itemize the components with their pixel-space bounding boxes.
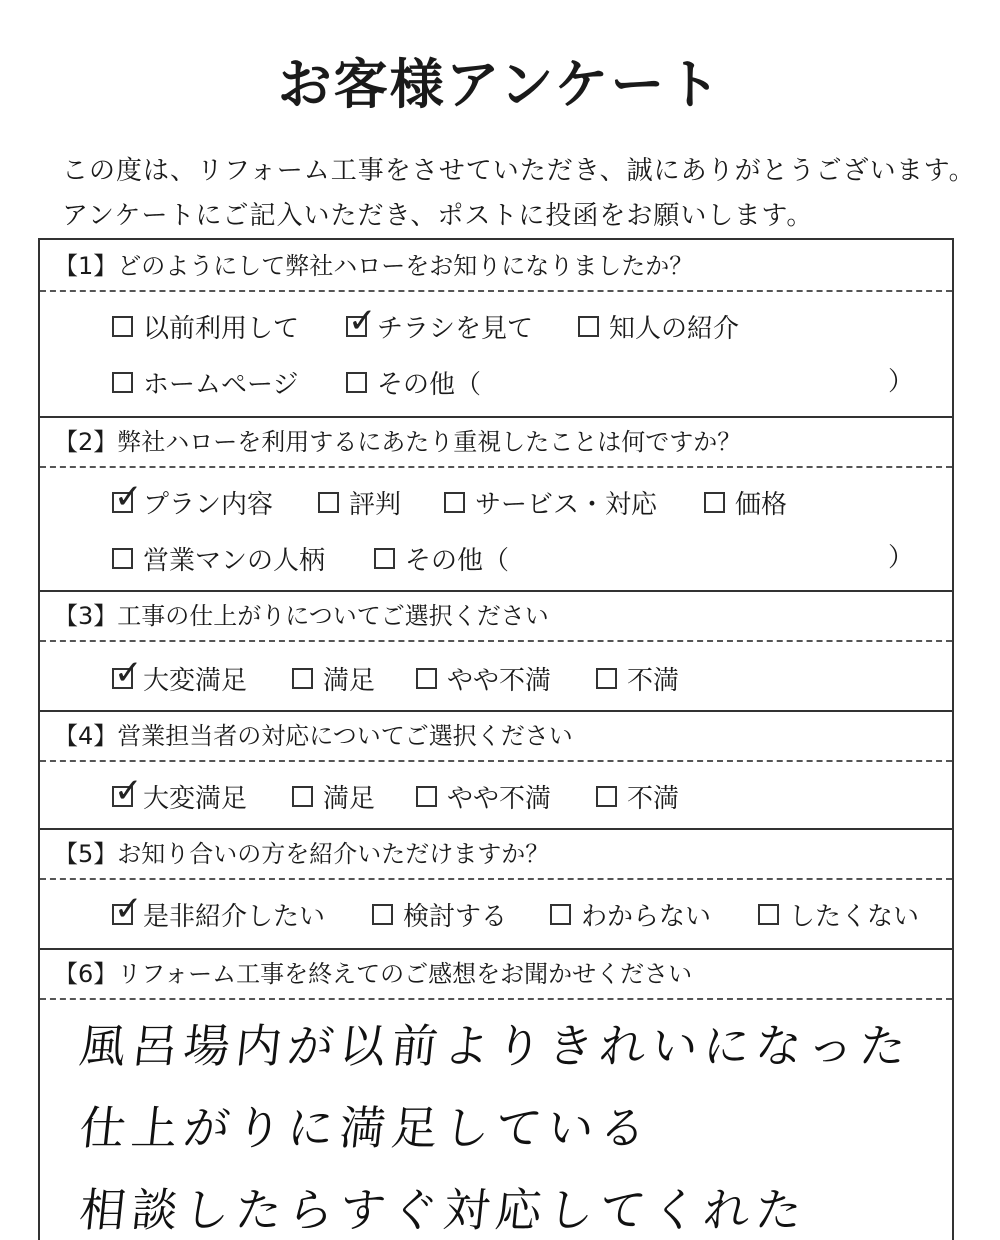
option-salesperson-personality[interactable] xyxy=(112,538,325,578)
option-label: したくない xyxy=(789,901,920,932)
option-plan-content[interactable] xyxy=(112,476,274,522)
checkbox[interactable] xyxy=(112,372,133,393)
option-homepage[interactable] xyxy=(112,362,298,402)
checkbox[interactable] xyxy=(374,548,395,569)
option-label: 不満 xyxy=(627,783,680,814)
option-other[interactable] xyxy=(346,362,481,402)
option-label: 大変満足 xyxy=(143,783,248,814)
check-mark-icon: ✓ xyxy=(114,888,143,929)
option-label: 大変満足 xyxy=(143,665,248,696)
checkbox[interactable] xyxy=(112,476,143,517)
option-label: 検討する xyxy=(403,901,508,932)
checkbox[interactable] xyxy=(416,668,437,689)
option-dissatisfied[interactable] xyxy=(596,658,679,698)
other-close-paren: ） xyxy=(888,367,915,397)
checkbox[interactable] xyxy=(318,492,339,513)
check-mark-icon: ✓ xyxy=(348,300,377,341)
question-4 xyxy=(40,710,952,830)
option-other[interactable] xyxy=(374,538,509,578)
option-somewhat-dissatisfied[interactable] xyxy=(416,776,551,816)
checkbox[interactable] xyxy=(112,548,133,569)
option-label: ホームページ xyxy=(143,369,299,400)
option-label: その他（ xyxy=(405,545,510,576)
option-label: 是非紹介したい xyxy=(143,901,326,932)
option-label: 不満 xyxy=(627,665,680,696)
survey-form xyxy=(38,238,954,1240)
question-6 xyxy=(40,948,952,1240)
question-5 xyxy=(40,828,952,950)
option-very-satisfied[interactable] xyxy=(112,770,248,816)
option-label: 満足 xyxy=(323,665,376,696)
option-label: その他（ xyxy=(377,369,482,400)
check-mark-icon: ✓ xyxy=(114,652,143,693)
option-acquaintance-referral[interactable] xyxy=(578,306,739,346)
question-4-label: 【4】営業担当者の対応についてご選択ください xyxy=(40,710,952,762)
option-service[interactable] xyxy=(444,482,657,522)
question-5-label: 【5】お知り合いの方を紹介いただけますか？ xyxy=(40,828,952,880)
option-previous-use[interactable] xyxy=(112,306,299,346)
comment-line-2: 仕上がりに満足している xyxy=(76,1101,655,1155)
checkbox[interactable] xyxy=(346,300,377,341)
option-label: わからない xyxy=(581,901,712,932)
option-label: 評判 xyxy=(349,489,402,520)
option-consider[interactable] xyxy=(372,894,507,934)
option-label: やや不満 xyxy=(447,783,552,814)
checkbox[interactable] xyxy=(578,316,599,337)
option-satisfied[interactable] xyxy=(292,658,375,698)
checkbox[interactable] xyxy=(346,372,367,393)
option-label: プラン内容 xyxy=(143,489,274,520)
intro-line-2: アンケートにご記入いただき、ポストに投函をお願いします。 xyxy=(62,201,814,231)
option-dissatisfied[interactable] xyxy=(596,776,679,816)
option-label: 知人の紹介 xyxy=(609,313,740,344)
checkbox[interactable] xyxy=(758,904,779,925)
option-price[interactable] xyxy=(704,482,787,522)
check-mark-icon: ✓ xyxy=(114,476,143,517)
checkbox[interactable] xyxy=(112,316,133,337)
question-6-label: 【6】リフォーム工事を終えてのご感想をお聞かせください xyxy=(40,948,952,1000)
question-3-label: 【3】工事の仕上がりについてご選択ください xyxy=(40,590,952,642)
option-flyer[interactable] xyxy=(346,300,534,346)
option-satisfied[interactable] xyxy=(292,776,375,816)
comment-line-3: 相談したらすぐ対応してくれた xyxy=(76,1183,811,1237)
question-1 xyxy=(40,240,952,418)
option-somewhat-dissatisfied[interactable] xyxy=(416,658,551,698)
option-do-not-want[interactable] xyxy=(758,894,919,934)
option-definitely-refer[interactable] xyxy=(112,888,326,934)
checkbox[interactable] xyxy=(596,786,617,807)
option-label: やや不満 xyxy=(447,665,552,696)
intro-line-1: この度は、リフォーム工事をさせていただき、誠にありがとうございます。 xyxy=(62,156,976,186)
option-not-sure[interactable] xyxy=(550,894,711,934)
check-mark-icon: ✓ xyxy=(114,770,143,811)
option-label: 以前利用して xyxy=(143,313,300,344)
checkbox[interactable] xyxy=(112,652,143,693)
survey-title: お客様アンケート xyxy=(277,53,723,116)
checkbox[interactable] xyxy=(112,888,143,929)
question-1-label: 【1】どのようにして弊社ハローをお知りになりましたか？ xyxy=(40,240,952,292)
checkbox[interactable] xyxy=(292,786,313,807)
checkbox[interactable] xyxy=(596,668,617,689)
checkbox[interactable] xyxy=(444,492,465,513)
option-label: チラシを見て xyxy=(377,313,534,344)
option-very-satisfied[interactable] xyxy=(112,652,248,698)
comment-line-1: 風呂場内が以前よりきれいになった xyxy=(76,1019,915,1073)
option-label: 営業マンの人柄 xyxy=(143,545,326,576)
question-2 xyxy=(40,416,952,592)
option-label: 価格 xyxy=(735,489,788,520)
checkbox[interactable] xyxy=(416,786,437,807)
checkbox[interactable] xyxy=(292,668,313,689)
checkbox[interactable] xyxy=(550,904,571,925)
checkbox[interactable] xyxy=(372,904,393,925)
checkbox[interactable] xyxy=(112,770,143,811)
other-close-paren: ） xyxy=(888,543,915,573)
option-label: 満足 xyxy=(323,783,376,814)
option-label: サービス・対応 xyxy=(475,489,658,520)
question-2-label: 【2】弊社ハローを利用するにあたり重視したことは何ですか？ xyxy=(40,416,952,468)
option-reputation[interactable] xyxy=(318,482,401,522)
question-3 xyxy=(40,590,952,712)
checkbox[interactable] xyxy=(704,492,725,513)
